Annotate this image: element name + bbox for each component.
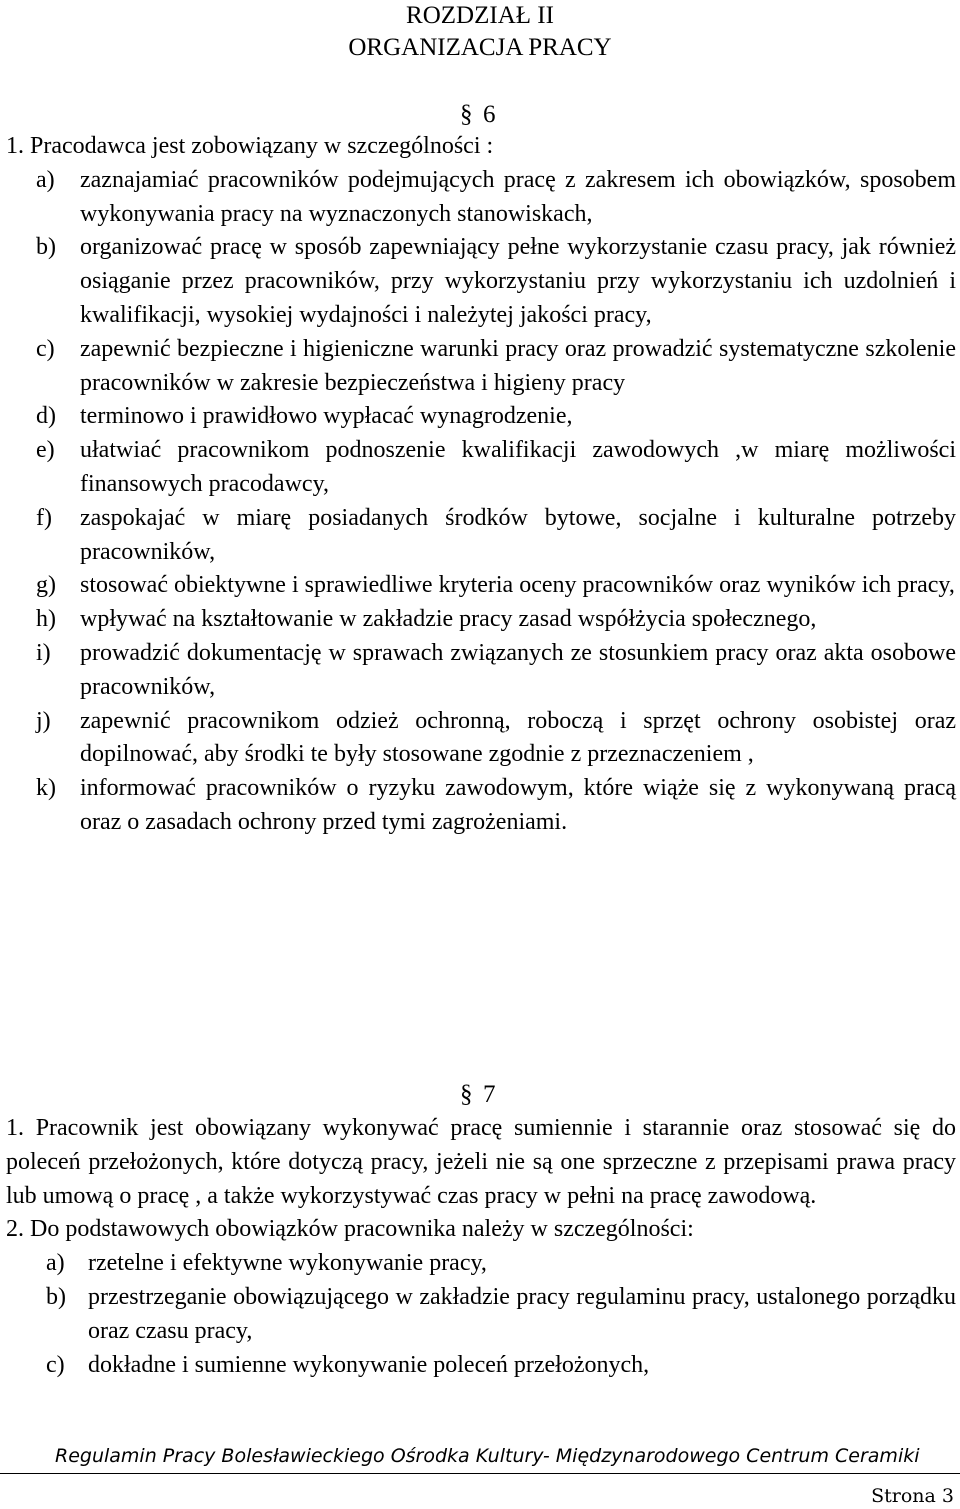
list-item: a) zaznajamiać pracowników podejmujących pracę z zakresem ich obowiązków, sposobem wykonywania pracy na wyznaczonych stanowiskach,: [36, 166, 956, 227]
list-item: c) zapewnić bezpieczne i higieniczne warunki pracy oraz prowadzić systematyczne szkolenie pracowników w zakresie bezpieczeństwa i higieny pracy: [36, 335, 956, 396]
section-6-body: [6, 130, 956, 840]
footer-divider: [0, 1473, 960, 1474]
list-item: b) organizować pracę w sposób zapewniający pełne wykorzystanie czasu pracy, jak również osiąganie przez pracowników, przy wykorzystaniu przy wykorzystaniu ich uzdolnień i kwalifikacji, wysokiej wydajności i należytej jakości pracy,: [36, 234, 956, 328]
chapter-number: ROZDZIAŁ II: [406, 2, 554, 29]
chapter-heading: [0, 0, 960, 64]
section-number: 7: [483, 1081, 496, 1108]
list-item: e) ułatwiać pracownikom podnoszenie kwalifikacji zawodowych ,w miarę możliwości finansowych pracodawcy,: [36, 437, 956, 497]
list-item: f) zaspokajać w miarę posiadanych środków bytowe, socjalne i kulturalne potrzeby pracowników,: [36, 504, 956, 565]
list-item: i) prowadzić dokumentację w sprawach związanych ze stosunkiem pracy oraz akta osobowe pracowników,: [36, 639, 956, 700]
list-item: c) dokładne i sumienne wykonywanie poleceń przełożonych,: [46, 1351, 650, 1378]
section-number: 6: [483, 101, 496, 128]
section-7-point-1: 1. Pracownik jest obowiązany wykonywać pracę sumiennie i starannie oraz stosować się do poleceń przełożonych, które dotyczą pracy, jeżeli nie są one sprzeczne z przepisami prawa pracy lub umową o pracę , a także wykorzystywać czas pracy w pełni na pracę zawodową.: [6, 1115, 956, 1209]
footer-title: Regulamin Pracy Bolesławieckiego Ośrodka Kultury- Międzynarodowego Centrum Ceramiki: [55, 1445, 920, 1467]
chapter-title: ORGANIZACJA PRACY: [348, 34, 612, 61]
section-6-list: [6, 164, 956, 840]
section-symbol: §: [460, 101, 473, 128]
section-7-list: [6, 1247, 956, 1382]
list-item: k) informować pracowników o ryzyku zawodowym, które wiąże się z wykonywaną pracą oraz o zasadach ochrony przed tymi zagrożeniami.: [36, 775, 956, 835]
list-item: a) rzetelne i efektywne wykonywanie pracy,: [46, 1250, 487, 1277]
section-6-point-1: 1. Pracodawca jest zobowiązany w szczególności :: [6, 133, 494, 159]
section-7-point-2: 2. Do podstawowych obowiązków pracownika należy w szczególności:: [6, 1216, 694, 1243]
page-number: Strona 3: [871, 1485, 954, 1507]
list-item: b) przestrzeganie obowiązującego w zakładzie pracy regulaminu pracy, ustalonego porządku oraz czasu pracy,: [46, 1283, 956, 1344]
list-item: d) terminowo i prawidłowo wypłacać wynagrodzenie,: [36, 403, 573, 430]
section-7-body: [6, 1112, 956, 1382]
list-item: j) zapewnić pracownikom odzież ochronną, roboczą i sprzęt ochrony osobistej oraz dopilnować, aby środki te były stosowane zgodnie z przeznaczeniem ,: [36, 707, 956, 768]
section-symbol: §: [460, 1081, 473, 1108]
list-item: g) stosować obiektywne i sprawiedliwe kryteria oceny pracowników oraz wyników ich pracy,: [36, 572, 955, 599]
list-item: h) wpływać na kształtowanie w zakładzie pracy zasad współżycia społecznego,: [36, 606, 817, 633]
